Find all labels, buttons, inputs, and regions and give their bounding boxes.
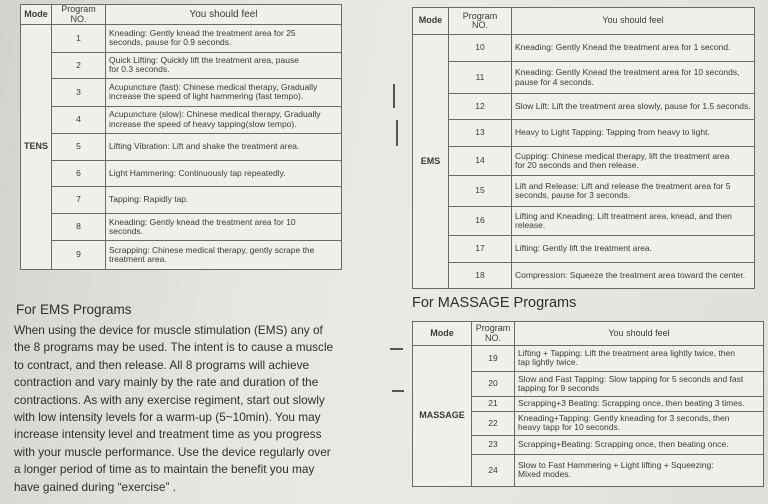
table-row bbox=[413, 147, 755, 176]
program-number-header: Program NO. bbox=[52, 5, 106, 25]
program-number: 3 bbox=[52, 79, 106, 107]
program-description: Slow and Fast Tapping: Slow tapping for 5 seconds and fast tapping for 9 seconds bbox=[515, 371, 764, 397]
table-row bbox=[413, 120, 755, 147]
body-line: contraction and vary mainly by the rate and duration of the bbox=[14, 375, 319, 390]
program-description: Lift and Release: Lift and release the treatment area for 5 seconds, pause for 3 seconds. bbox=[512, 176, 755, 207]
program-number: 2 bbox=[52, 52, 106, 79]
body-line: the 8 programs may be used. The intent is to cause a muscle bbox=[14, 340, 334, 355]
program-description: Quick Lifting: Quickly lift the treatment area, pause for 0.3 seconds. bbox=[106, 52, 342, 79]
table-row bbox=[413, 94, 755, 120]
program-description: Light Hammering: Continuously tap repeatedly. bbox=[106, 160, 342, 187]
ems-rows bbox=[413, 35, 755, 289]
program-description: Lifting + Tapping: Lift the treatment area lightly twice, then tap lightly twice. bbox=[515, 346, 764, 372]
body-line: When using the device for muscle stimulation (EMS) any of bbox=[14, 323, 323, 337]
binding-mark bbox=[390, 348, 403, 350]
body-line: with low intensity levels for a warm-up (5~10min). You may bbox=[14, 410, 321, 425]
program-description: Lifting and Kneading: Lift treatment area, knead, and then release. bbox=[512, 207, 755, 236]
program-description: Kneading: Gently Knead the treatment area for 10 seconds, pause for 4 seconds. bbox=[512, 62, 755, 94]
program-description: Kneading: Gently Knead the treatment area for 1 second. bbox=[512, 35, 755, 62]
body-line: have gained during “exercise” . bbox=[14, 479, 176, 494]
body-line: a longer period of time as to maintain the benefit you may bbox=[14, 462, 315, 477]
binding-mark bbox=[393, 84, 395, 108]
table-row bbox=[21, 52, 342, 79]
program-description: Slow Lift: Lift the treatment area slowly, pause for 1.5 seconds. bbox=[512, 94, 755, 120]
ems-section-body bbox=[14, 322, 350, 496]
mode-cell: TENS bbox=[21, 25, 52, 270]
mode-header: Mode bbox=[413, 322, 472, 346]
program-number: 19 bbox=[472, 346, 515, 372]
feel-header: You should feel bbox=[515, 322, 764, 346]
table-row bbox=[413, 346, 764, 372]
program-number: 22 bbox=[472, 412, 515, 436]
table-row bbox=[21, 106, 342, 134]
program-description: Scrapping+3 Beating: Scrapping once, then beating 3 times. bbox=[515, 397, 764, 412]
massage-rows bbox=[413, 346, 764, 487]
program-number: 4 bbox=[52, 106, 106, 134]
table-row bbox=[413, 62, 755, 94]
program-number: 1 bbox=[52, 25, 106, 53]
program-number: 16 bbox=[449, 207, 512, 236]
program-number: 14 bbox=[449, 147, 512, 176]
program-description: Compression: Squeeze the treatment area toward the center. bbox=[512, 263, 755, 289]
massage-section-title: For MASSAGE Programs bbox=[412, 295, 577, 311]
program-description: Lifting Vibration: Lift and shake the treatment area. bbox=[106, 134, 342, 161]
body-line: with your muscle performance. Use the device regularly over bbox=[14, 444, 331, 459]
ems-program-table bbox=[412, 7, 755, 289]
program-description: Scrapping+Beating: Scrapping once, then beating once. bbox=[515, 435, 764, 454]
program-number: 12 bbox=[449, 94, 512, 120]
table-row bbox=[21, 79, 342, 107]
table-row bbox=[413, 176, 755, 207]
program-number: 10 bbox=[449, 35, 512, 62]
program-description: Kneading: Gently knead the treatment area for 25 seconds, pause for 0.9 seconds. bbox=[106, 25, 342, 53]
program-description: Scrapping: Chinese medical therapy, gently scrape the treatment area. bbox=[106, 241, 342, 270]
program-description: Slow to Fast Hammering + Light lifting + Squeezing: Mixed modes. bbox=[515, 454, 764, 486]
program-description: Acupuncture (fast): Chinese medical therapy, Gradually increase the speed of light hammering (fast tempo). bbox=[106, 79, 342, 107]
program-number: 15 bbox=[449, 176, 512, 207]
program-number: 6 bbox=[52, 160, 106, 187]
program-description: Tapping: Rapidly tap. bbox=[106, 187, 342, 214]
feel-header: You should feel bbox=[106, 5, 342, 25]
table-row bbox=[21, 160, 342, 187]
binding-mark bbox=[396, 120, 398, 146]
mode-cell: MASSAGE bbox=[413, 346, 472, 487]
program-description: Heavy to Light Tapping: Tapping from heavy to light. bbox=[512, 120, 755, 147]
table-row bbox=[413, 263, 755, 289]
program-number: 13 bbox=[449, 120, 512, 147]
mode-header: Mode bbox=[21, 5, 52, 25]
body-line: to contract, and then release. All 8 programs will achieve bbox=[14, 357, 310, 372]
table-row bbox=[21, 213, 342, 241]
program-number: 7 bbox=[52, 187, 106, 214]
table-row bbox=[21, 187, 342, 214]
body-line: contractions. As with any exercise regiment, start out slowly bbox=[14, 392, 325, 407]
body-line: increase intensity level and treatment time as you progress bbox=[14, 427, 322, 442]
program-number: 9 bbox=[52, 241, 106, 270]
program-number: 5 bbox=[52, 134, 106, 161]
table-row bbox=[413, 236, 755, 263]
program-number-header: Program NO. bbox=[449, 8, 512, 35]
feel-header: You should feel bbox=[512, 8, 755, 35]
program-number: 8 bbox=[52, 213, 106, 241]
program-description: Kneading: Gently knead the treatment area for 10 seconds. bbox=[106, 213, 342, 241]
program-description: Kneading+Tapping: Gently kneading for 3 seconds, then heavy tapp for 10 seconds. bbox=[515, 412, 764, 436]
table-row bbox=[413, 35, 755, 62]
table-row bbox=[21, 134, 342, 161]
program-number: 17 bbox=[449, 236, 512, 263]
table-row bbox=[21, 25, 342, 53]
program-description: Acupuncture (slow): Chinese medical therapy, Gradually increase the speed of heavy tapping(slow tempo). bbox=[106, 106, 342, 134]
table-row bbox=[413, 207, 755, 236]
ems-section-title: For EMS Programs bbox=[16, 302, 132, 317]
program-number: 11 bbox=[449, 62, 512, 94]
program-description: Cupping: Chinese medical therapy, lift the treatment area for 20 seconds and then release. bbox=[512, 147, 755, 176]
tens-rows bbox=[21, 25, 342, 270]
tens-program-table bbox=[20, 4, 342, 270]
mode-cell: EMS bbox=[413, 35, 449, 289]
massage-program-table bbox=[412, 321, 764, 487]
program-description: Lifting: Gently lift the treatment area. bbox=[512, 236, 755, 263]
table-row bbox=[21, 241, 342, 270]
program-number: 18 bbox=[449, 263, 512, 289]
program-number-header: Program NO. bbox=[472, 322, 515, 346]
binding-mark bbox=[392, 390, 404, 392]
program-number: 21 bbox=[472, 397, 515, 412]
program-number: 20 bbox=[472, 371, 515, 397]
mode-header: Mode bbox=[413, 8, 449, 35]
program-number: 24 bbox=[472, 454, 515, 486]
program-number: 23 bbox=[472, 435, 515, 454]
